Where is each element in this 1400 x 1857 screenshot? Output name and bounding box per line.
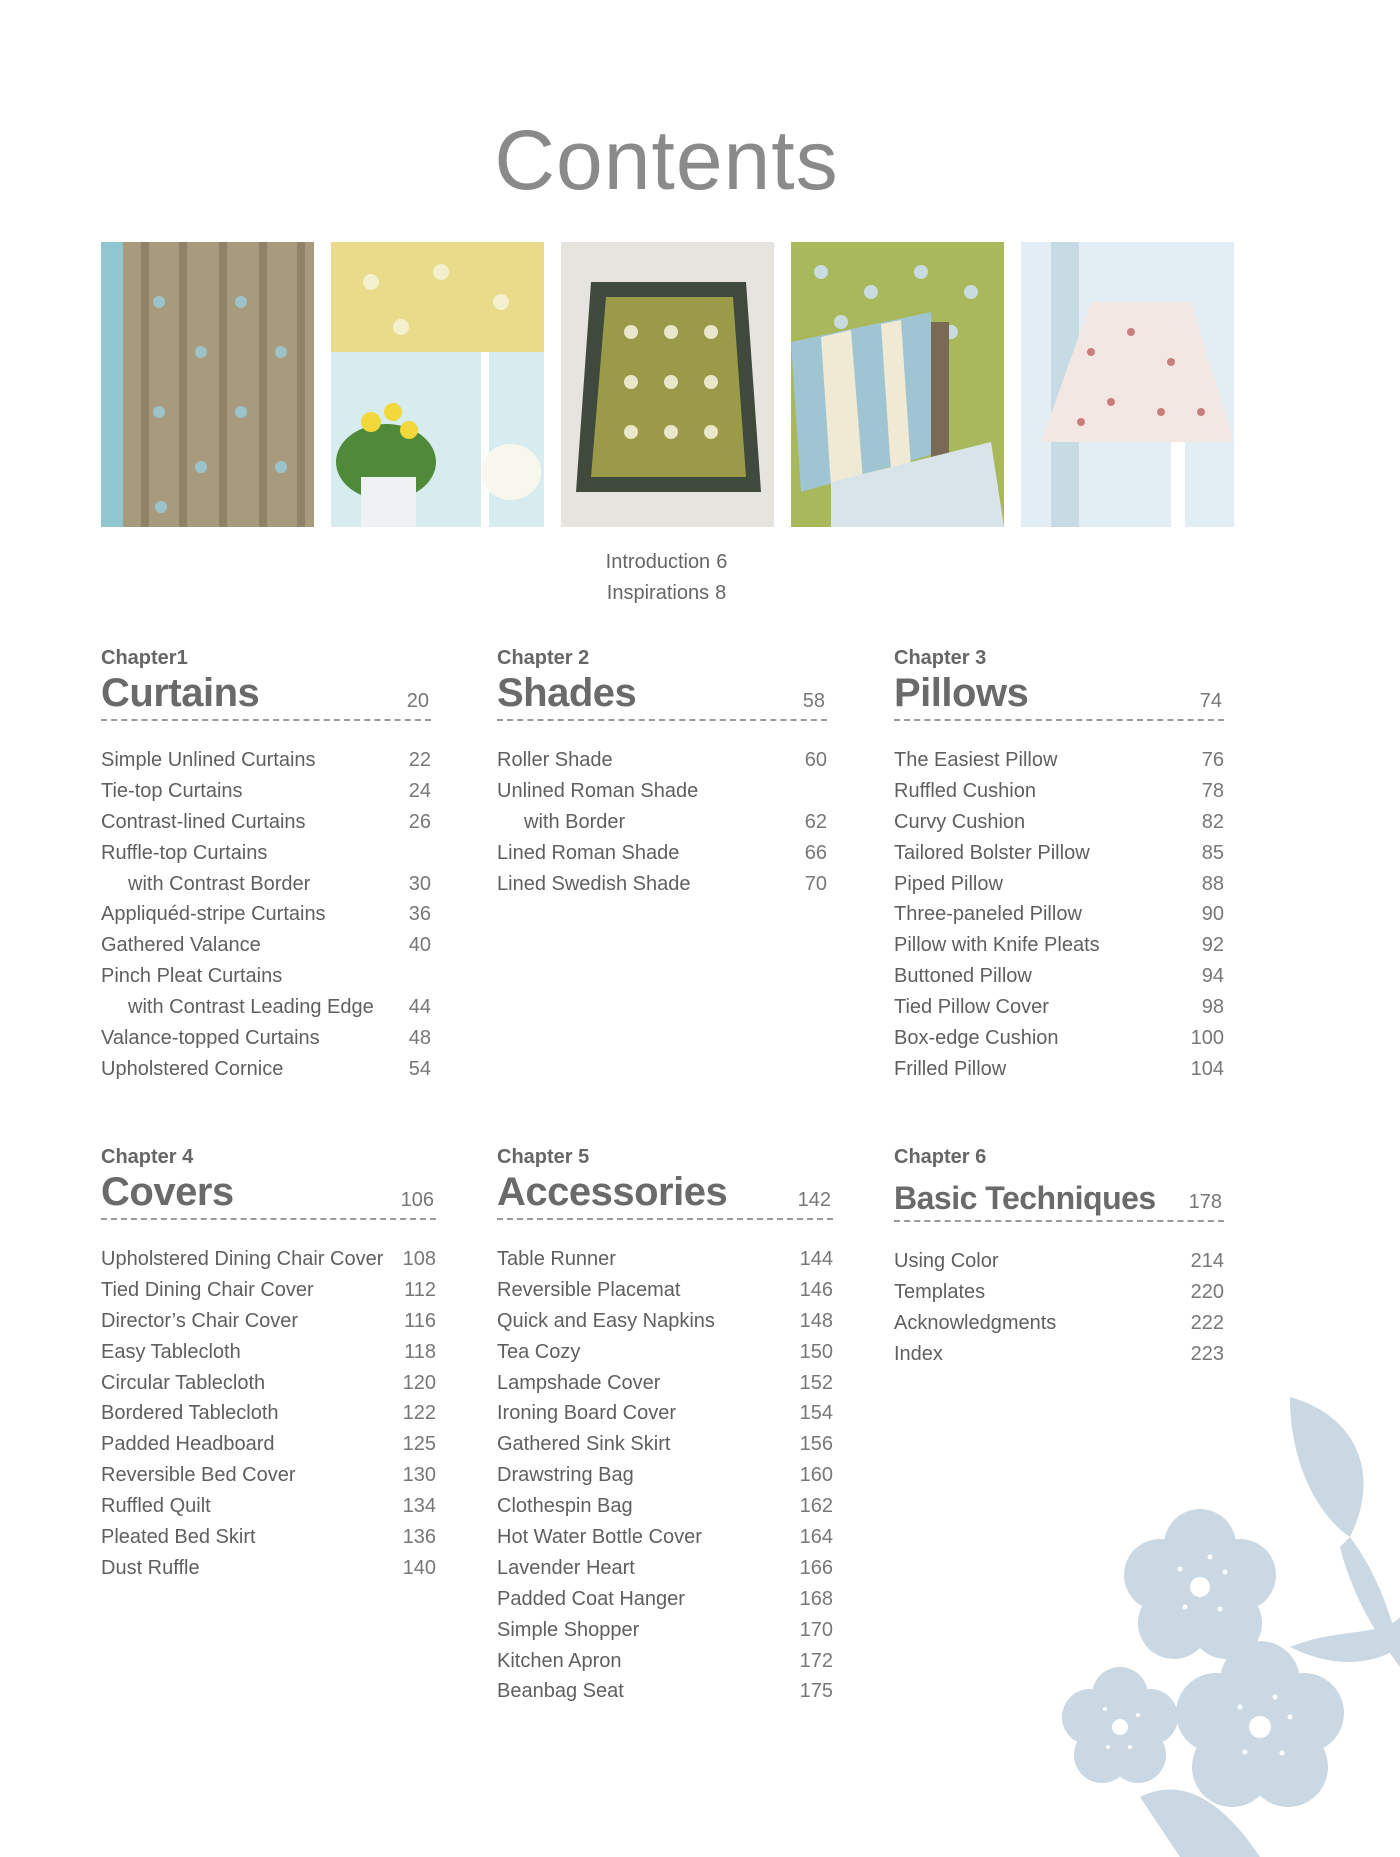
- entry-page: 125: [402, 1433, 436, 1456]
- entry-list: [894, 1248, 1224, 1372]
- entry-page: 168: [799, 1587, 833, 1610]
- entry-label: with Contrast Leading Edge: [128, 996, 374, 1019]
- entry-page: 36: [408, 903, 431, 926]
- entry-label: Dust Ruffle: [101, 1556, 200, 1579]
- entry-page: 112: [404, 1278, 436, 1301]
- entry-label: Pleated Bed Skirt: [101, 1526, 256, 1549]
- toc-entry[interactable]: [894, 1248, 1224, 1279]
- toc-entry[interactable]: [101, 809, 431, 840]
- toc-entry[interactable]: [497, 1555, 833, 1586]
- entry-page: 118: [404, 1340, 436, 1363]
- entry-page: 156: [799, 1433, 833, 1456]
- intro-item-label: Inspirations: [606, 582, 710, 604]
- entry-page: 162: [799, 1495, 833, 1518]
- toc-entry[interactable]: [101, 1277, 436, 1308]
- entry-page: 146: [799, 1278, 833, 1301]
- entry-page: 166: [799, 1556, 833, 1579]
- toc-entry[interactable]: [101, 1493, 436, 1524]
- entry-label: Appliquéd-stripe Curtains: [101, 903, 326, 926]
- entry-page: 94: [1201, 965, 1224, 988]
- toc-entry[interactable]: [497, 840, 827, 871]
- entry-page: 120: [402, 1371, 436, 1394]
- entry-list: [894, 747, 1224, 1087]
- toc-entry[interactable]: [894, 809, 1224, 840]
- entry-page: 22: [408, 749, 431, 771]
- entry-label: Gathered Sink Skirt: [497, 1433, 671, 1456]
- entry-page: 150: [799, 1340, 833, 1363]
- entry-label: Padded Coat Hanger: [497, 1587, 685, 1610]
- chapter-heading[interactable]: [497, 673, 827, 721]
- entry-page: 108: [402, 1248, 436, 1270]
- chapter-label: Chapter1: [101, 647, 188, 669]
- entry-label: Tied Pillow Cover: [894, 996, 1049, 1019]
- entry-label: Unlined Roman Shade: [497, 779, 699, 802]
- toc-entry[interactable]: [894, 778, 1224, 809]
- entry-page: 85: [1201, 841, 1224, 864]
- entry-list: [497, 747, 827, 901]
- entry-list: [497, 1246, 833, 1709]
- entry-page: 70: [804, 872, 827, 895]
- entry-page: 24: [408, 779, 431, 802]
- entry-page: 223: [1190, 1342, 1224, 1365]
- entry-label: Ruffled Quilt: [101, 1495, 211, 1518]
- chapter-curtains: [101, 647, 431, 1087]
- entry-page: 140: [402, 1556, 436, 1579]
- page-title: Contents: [494, 113, 839, 207]
- toc-entry[interactable]: [894, 994, 1224, 1025]
- toc-entry[interactable]: [497, 1648, 833, 1679]
- toc-entry[interactable]: [497, 809, 827, 840]
- entry-label: Using Color: [894, 1250, 999, 1272]
- chapter-covers: [101, 1146, 436, 1586]
- entry-list: [101, 1246, 436, 1586]
- toc-entry[interactable]: [497, 1678, 833, 1709]
- chapter-page: 74: [1199, 690, 1222, 712]
- toc-entry[interactable]: [497, 1339, 833, 1370]
- entry-page: 122: [402, 1402, 436, 1425]
- entry-label: Reversible Placemat: [497, 1278, 681, 1301]
- entry-page: 82: [1201, 810, 1224, 833]
- entry-page: 130: [402, 1464, 436, 1487]
- toc-entry[interactable]: [101, 1370, 436, 1401]
- entry-label: Simple Shopper: [497, 1618, 640, 1641]
- entry-label: Lined Roman Shade: [497, 841, 680, 864]
- toc-entry[interactable]: [497, 747, 827, 778]
- toc-entry[interactable]: [101, 1339, 436, 1370]
- entry-label: Clothespin Bag: [497, 1495, 633, 1518]
- entry-label: Simple Unlined Curtains: [101, 749, 316, 771]
- entry-label: Circular Tablecloth: [101, 1371, 266, 1394]
- entry-page: 170: [799, 1618, 833, 1641]
- toc-entry[interactable]: [101, 840, 431, 871]
- toc-entry[interactable]: [894, 871, 1224, 902]
- chapter-label: Chapter 2: [497, 647, 590, 669]
- entry-page: 164: [799, 1526, 833, 1549]
- toc-entry[interactable]: [101, 871, 431, 902]
- entry-page: 54: [408, 1057, 431, 1080]
- entry-label: Ruffle-top Curtains: [101, 841, 268, 864]
- chapter-page: 178: [1188, 1191, 1222, 1213]
- entry-label: Tied Dining Chair Cover: [101, 1278, 314, 1301]
- chapter-label: Chapter 3: [894, 647, 987, 669]
- chapter-label: Chapter 4: [101, 1146, 194, 1168]
- toc-entry[interactable]: [101, 1056, 431, 1087]
- entry-label: Upholstered Cornice: [101, 1057, 284, 1080]
- entry-label: Pinch Pleat Curtains: [101, 965, 283, 988]
- entry-label: Tie-top Curtains: [101, 779, 243, 802]
- entry-page: 220: [1190, 1280, 1224, 1303]
- toc-entry[interactable]: [101, 1246, 436, 1277]
- entry-page: 172: [799, 1649, 833, 1672]
- toc-entry[interactable]: [497, 1617, 833, 1648]
- chapter-label: Chapter 6: [894, 1146, 987, 1168]
- entry-page: 90: [1201, 903, 1224, 926]
- entry-label: Three-paneled Pillow: [894, 903, 1082, 926]
- chapter-label: Chapter 5: [497, 1146, 590, 1168]
- toc-entry[interactable]: [101, 994, 431, 1025]
- toc-entry[interactable]: [894, 1279, 1224, 1310]
- entry-label: Reversible Bed Cover: [101, 1464, 296, 1487]
- curtains-photo: [101, 242, 314, 527]
- toc-entry[interactable]: [497, 1246, 833, 1277]
- entry-label: Templates: [894, 1280, 986, 1303]
- entry-page: 76: [1201, 749, 1224, 771]
- entry-label: Index: [894, 1342, 943, 1365]
- toc-entry[interactable]: [101, 932, 431, 963]
- entry-label: Tailored Bolster Pillow: [894, 841, 1090, 864]
- entry-label: Valance-topped Curtains: [101, 1027, 320, 1050]
- entry-list: [101, 747, 431, 1087]
- toc-entry[interactable]: [101, 963, 431, 994]
- toc-entry[interactable]: [894, 932, 1224, 963]
- entry-label: Gathered Valance: [101, 934, 261, 957]
- entry-page: 26: [408, 810, 431, 833]
- entry-label: with Border: [524, 810, 626, 833]
- intro-item-page: 6: [716, 551, 728, 573]
- entry-label: Quick and Easy Napkins: [497, 1309, 715, 1332]
- entry-page: 48: [408, 1027, 431, 1050]
- entry-label: Pillow with Knife Pleats: [894, 934, 1100, 957]
- entry-page: 40: [408, 934, 431, 957]
- entry-page: 100: [1190, 1027, 1224, 1050]
- lampshade-photo: [1021, 242, 1234, 527]
- chapter-name: Shades: [497, 671, 637, 715]
- toc-entry[interactable]: [894, 1056, 1224, 1087]
- entry-page: 66: [804, 841, 827, 864]
- entry-page: 116: [404, 1309, 436, 1332]
- chapter-heading[interactable]: [101, 1172, 436, 1220]
- entry-page: 154: [799, 1402, 833, 1425]
- toc-entry[interactable]: [497, 871, 827, 902]
- chapter-name: Covers: [101, 1170, 234, 1214]
- chapter-pillows: [894, 647, 1224, 1087]
- entry-label: Box-edge Cushion: [894, 1027, 1059, 1050]
- intro-list: [0, 551, 1333, 613]
- entry-label: Roller Shade: [497, 749, 613, 771]
- toc-entry[interactable]: [101, 778, 431, 809]
- toc-entry[interactable]: [497, 778, 827, 809]
- toc-entry[interactable]: [101, 901, 431, 932]
- toc-entry[interactable]: [101, 1524, 436, 1555]
- entry-label: Kitchen Apron: [497, 1649, 622, 1672]
- toc-entry[interactable]: [497, 1370, 833, 1401]
- toc-entry[interactable]: [894, 747, 1224, 778]
- chapter-heading[interactable]: [497, 1172, 833, 1220]
- entry-page: 60: [804, 749, 827, 771]
- toc-entry[interactable]: [497, 1277, 833, 1308]
- entry-label: Piped Pillow: [894, 872, 1003, 895]
- toc-entry[interactable]: [101, 1555, 436, 1586]
- toc-entry[interactable]: [894, 963, 1224, 994]
- entry-page: 214: [1190, 1250, 1224, 1272]
- entry-page: 134: [402, 1495, 436, 1518]
- toc-entry[interactable]: [101, 1462, 436, 1493]
- entry-label: Ruffled Cushion: [894, 779, 1036, 802]
- pillow-photo: [561, 242, 774, 527]
- entry-page: 222: [1190, 1311, 1224, 1334]
- toc-entry[interactable]: [497, 1524, 833, 1555]
- intro-item[interactable]: [0, 551, 1333, 582]
- entry-label: Director’s Chair Cover: [101, 1309, 299, 1332]
- entry-label: Lavender Heart: [497, 1556, 635, 1579]
- entry-page: 88: [1201, 872, 1224, 895]
- entry-page: 144: [799, 1248, 833, 1270]
- entry-label: with Contrast Border: [128, 872, 311, 895]
- entry-label: Ironing Board Cover: [497, 1402, 676, 1425]
- entry-label: Padded Headboard: [101, 1433, 275, 1456]
- flower-decoration: [1060, 1397, 1400, 1857]
- entry-page: 78: [1201, 779, 1224, 802]
- intro-item-label: Introduction: [605, 551, 711, 573]
- toc-entry[interactable]: [894, 1341, 1224, 1372]
- entry-page: 44: [408, 996, 431, 1019]
- chapter-basic-techniques: [894, 1146, 1224, 1372]
- chair-photo: [791, 242, 1004, 527]
- entry-label: Hot Water Bottle Cover: [497, 1526, 702, 1549]
- entry-label: Bordered Tablecloth: [101, 1402, 279, 1425]
- toc-entry[interactable]: [894, 1025, 1224, 1056]
- toc-entry[interactable]: [497, 1308, 833, 1339]
- entry-label: Curvy Cushion: [894, 810, 1026, 833]
- entry-page: 160: [799, 1464, 833, 1487]
- entry-label: Easy Tablecloth: [101, 1340, 241, 1363]
- entry-page: 175: [799, 1680, 833, 1703]
- toc-entry[interactable]: [101, 1308, 436, 1339]
- chapter-page: 20: [406, 690, 429, 712]
- entry-label: Beanbag Seat: [497, 1680, 624, 1703]
- chapter-page: 106: [400, 1189, 434, 1211]
- chapter-heading[interactable]: [894, 673, 1224, 721]
- entry-page: 136: [402, 1526, 436, 1549]
- entry-page: 92: [1201, 934, 1224, 957]
- intro-item[interactable]: [0, 582, 1333, 613]
- entry-page: 98: [1201, 996, 1224, 1019]
- entry-page: 148: [799, 1309, 833, 1332]
- toc-entry[interactable]: [497, 1400, 833, 1431]
- entry-page: 152: [799, 1371, 833, 1394]
- toc-entry[interactable]: [497, 1493, 833, 1524]
- entry-label: Buttoned Pillow: [894, 965, 1032, 988]
- chapter-heading[interactable]: [894, 1172, 1224, 1222]
- shade-photo: [331, 242, 544, 527]
- chapter-shades: [497, 647, 827, 901]
- entry-label: Lined Swedish Shade: [497, 872, 691, 895]
- entry-label: Table Runner: [497, 1248, 616, 1270]
- entry-page: 62: [804, 810, 827, 833]
- entry-label: Contrast-lined Curtains: [101, 810, 306, 833]
- chapter-page: 58: [802, 690, 825, 712]
- toc-entry[interactable]: [101, 1431, 436, 1462]
- entry-label: Drawstring Bag: [497, 1464, 634, 1487]
- toc-entry[interactable]: [101, 747, 431, 778]
- entry-page: 30: [408, 872, 431, 895]
- toc-entry[interactable]: [497, 1462, 833, 1493]
- entry-label: Upholstered Dining Chair Cover: [101, 1248, 384, 1270]
- chapter-name: Basic Techniques: [894, 1180, 1156, 1216]
- toc-entry[interactable]: [894, 1310, 1224, 1341]
- toc-entry[interactable]: [101, 1400, 436, 1431]
- entry-label: Frilled Pillow: [894, 1057, 1007, 1080]
- intro-item-page: 8: [715, 582, 727, 604]
- chapter-accessories: [497, 1146, 833, 1709]
- toc-entry[interactable]: [894, 840, 1224, 871]
- entry-page: 104: [1190, 1057, 1224, 1080]
- chapter-name: Accessories: [497, 1170, 728, 1214]
- chapter-heading[interactable]: [101, 673, 431, 721]
- chapter-name: Curtains: [101, 671, 260, 715]
- entry-label: Tea Cozy: [497, 1340, 581, 1363]
- chapter-page: 142: [797, 1189, 831, 1211]
- toc-entry[interactable]: [101, 1025, 431, 1056]
- entry-label: Lampshade Cover: [497, 1371, 661, 1394]
- chapter-name: Pillows: [894, 671, 1029, 715]
- entry-label: The Easiest Pillow: [894, 749, 1058, 771]
- toc-entry[interactable]: [497, 1586, 833, 1617]
- toc-entry[interactable]: [497, 1431, 833, 1462]
- toc-entry[interactable]: [894, 901, 1224, 932]
- entry-label: Acknowledgments: [894, 1311, 1057, 1334]
